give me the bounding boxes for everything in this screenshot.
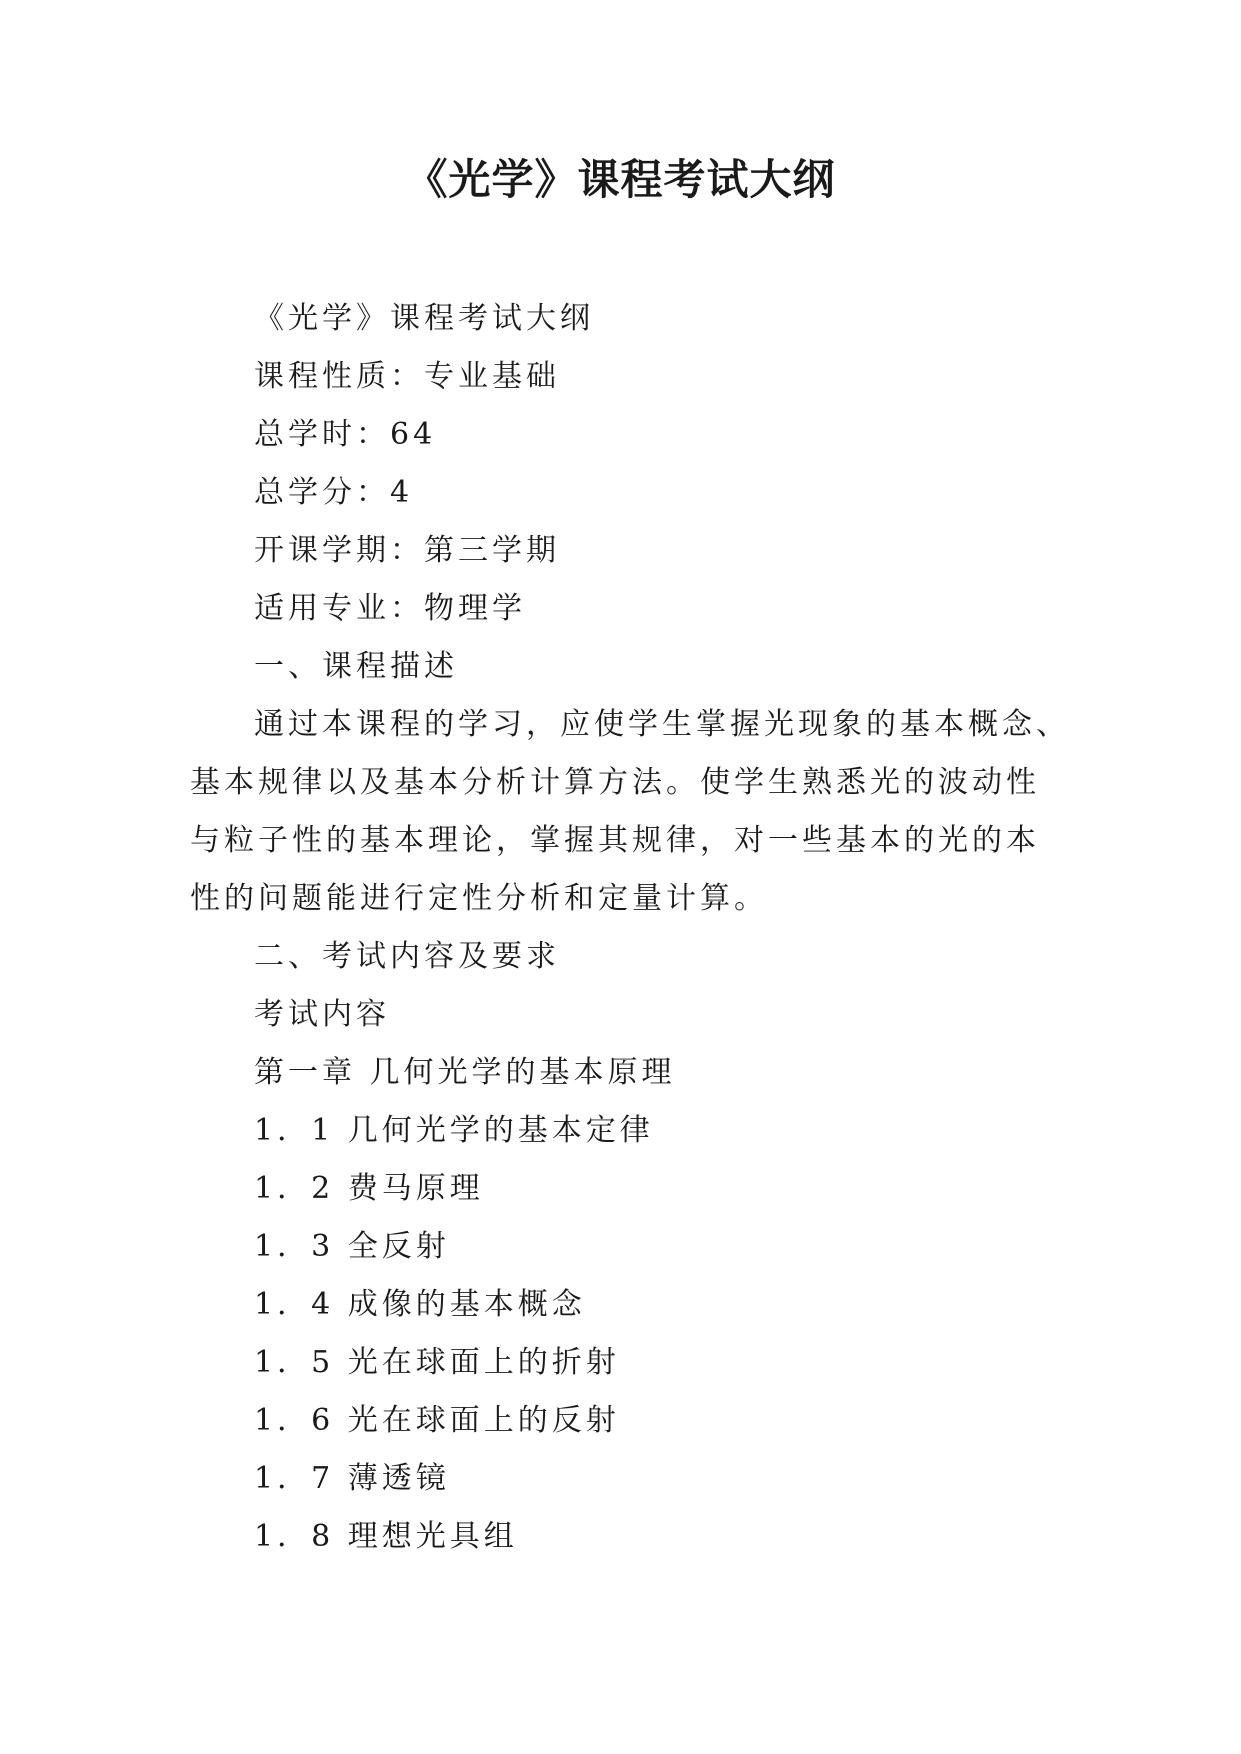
course-description-paragraph: 通过本课程的学习，应使学生掌握光现象的基本概念、基本规律以及基本分析计算方法。使学生熟悉光的波动性与粒子性的基本理论，掌握其规律，对一些基本的光的本性的问题能进行定性分析和定量计算。 bbox=[190, 707, 1070, 916]
semester-line: 开课学期：第三学期 bbox=[254, 533, 560, 568]
list-item: 1．2 费马原理 bbox=[254, 1171, 484, 1206]
list-item: 1．8 理想光具组 bbox=[254, 1519, 518, 1554]
course-name-line: 《光学》课程考试大纲 bbox=[254, 301, 594, 336]
list-item: 1．4 成像的基本概念 bbox=[254, 1287, 586, 1322]
total-credits-line: 总学分：4 bbox=[254, 475, 414, 510]
major-line: 适用专业：物理学 bbox=[254, 591, 526, 626]
list-item: 1．3 全反射 bbox=[254, 1229, 450, 1264]
list-item: 1．1 几何光学的基本定律 bbox=[254, 1113, 654, 1148]
document-title: 《光学》课程考试大纲 bbox=[405, 155, 836, 204]
total-hours-line: 总学时：64 bbox=[254, 417, 437, 452]
exam-content-label: 考试内容 bbox=[254, 997, 390, 1032]
document-body bbox=[190, 290, 1070, 1566]
section-heading-exam-content: 二、考试内容及要求 bbox=[254, 939, 560, 974]
course-nature-line: 课程性质：专业基础 bbox=[254, 359, 560, 394]
list-item: 1．5 光在球面上的折射 bbox=[254, 1345, 620, 1380]
list-item: 1．7 薄透镜 bbox=[254, 1461, 450, 1496]
chapter-heading: 第一章 几何光学的基本原理 bbox=[254, 1055, 676, 1090]
section-heading-description: 一、课程描述 bbox=[254, 649, 458, 684]
list-item: 1．6 光在球面上的反射 bbox=[254, 1403, 620, 1438]
